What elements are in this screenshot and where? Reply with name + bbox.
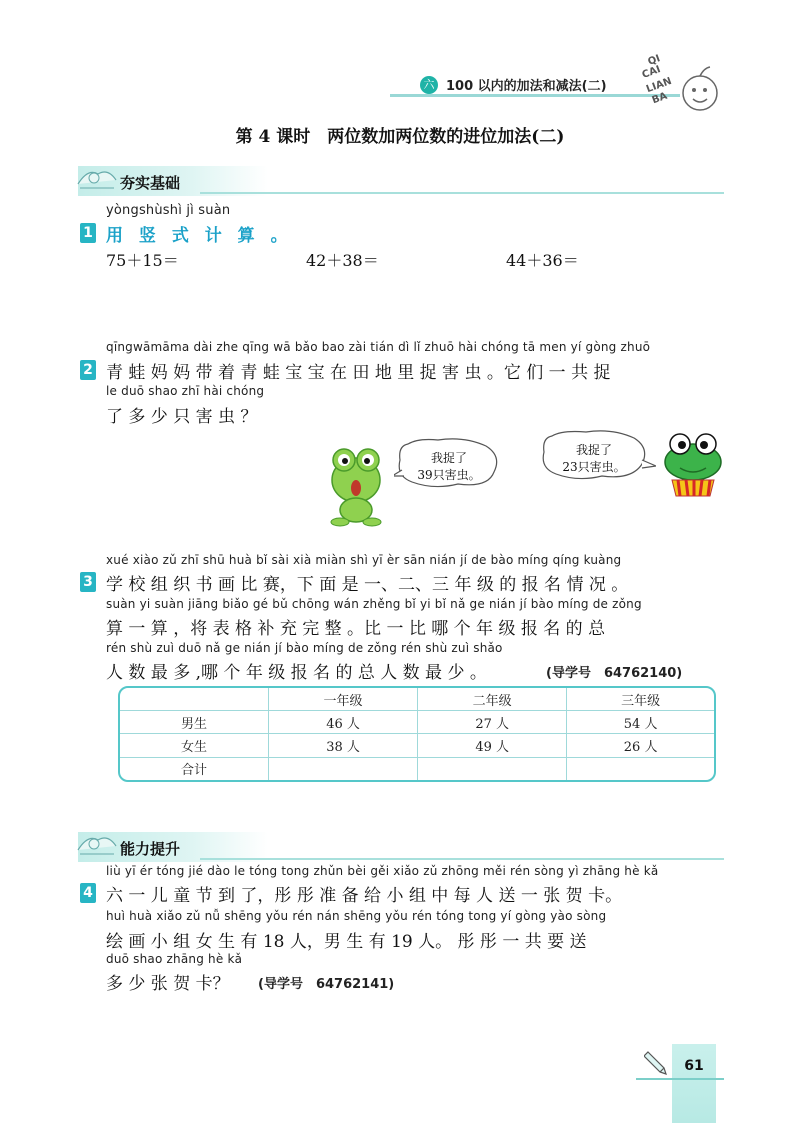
q1-expr-2: 42＋38＝ xyxy=(306,251,379,270)
bubble-right-line-1: 我捉了 xyxy=(575,443,612,457)
table-row-label: 女生 xyxy=(120,734,269,757)
q2-line-1: 青 蛙 妈 妈 带 着 青 蛙 宝 宝 在 田 地 里 捉 害 虫 。它 们 一 共 捉 xyxy=(106,363,611,383)
q3-pinyin-3: rén shù zuì duō nǎ ge nián jí bào míng de zǒng rén shù zuì shǎo xyxy=(106,641,503,655)
table-header-cell: 三年级 xyxy=(567,688,714,711)
bubble-left-line-1: 我捉了 xyxy=(430,451,467,465)
table-header-cell: 二年级 xyxy=(418,688,567,711)
table-cell: 38 人 xyxy=(269,734,418,757)
q2-pinyin-2: le duō shao zhī hài chóng xyxy=(106,384,265,398)
brand-letter-3: LIAN xyxy=(644,75,674,96)
table-row xyxy=(120,734,714,757)
page-number-tab xyxy=(672,1044,716,1123)
brand-letter-2: CAI xyxy=(640,64,663,81)
table-row xyxy=(120,757,714,780)
q3-guide-number: (导学号 64762140) xyxy=(546,666,683,681)
table-header-cell xyxy=(120,688,269,711)
bubble-right-line-2: 23只害虫。 xyxy=(562,460,626,474)
page-number-rule xyxy=(636,1078,724,1080)
mother-frog-icon xyxy=(326,440,386,528)
question-number: 2 xyxy=(80,360,96,380)
question-number: 1 xyxy=(80,223,96,243)
table-cell xyxy=(418,757,567,780)
q4-pinyin-2: huì huà xiǎo zǔ nǚ shēng yǒu rén nán shēng yǒu rén tóng tong yí gòng yào sòng xyxy=(106,909,607,923)
page-number: 61 xyxy=(684,1058,704,1074)
q4-pinyin-1: liù yī ér tóng jié dào le tóng tong zhǔn bèi gěi xiǎo zǔ zhōng měi rén sòng yì zhāng hè kǎ xyxy=(106,864,659,878)
baby-frog-icon xyxy=(658,430,728,500)
q2-line-2: 了 多 少 只 害 虫 ？ xyxy=(106,407,258,427)
bubble-left-line-2: 39只害虫。 xyxy=(417,468,481,482)
registration-table xyxy=(118,686,716,782)
header-rule xyxy=(390,94,680,97)
q4-line-1: 六 一 儿 童 节 到 了，彤 彤 准 备 给 小 组 中 每 人 送 一 张 贺 卡。 xyxy=(106,886,623,906)
table-cell: 26 人 xyxy=(567,734,714,757)
q4-guide-number: (导学号 64762141) xyxy=(258,977,395,992)
q4-line-2: 绘 画 小 组 女 生 有 18 人，男 生 有 19 人。 彤 彤 一 共 要 送 xyxy=(106,932,587,952)
q3-pinyin-2: suàn yi suàn jiāng biǎo gé bǔ chōng wán zhěng bǐ yi bǐ nǎ ge nián jí bào míng de zǒng xyxy=(106,597,642,611)
q3-line-2: 算 一 算 ，将 表 格 补 充 完 整 。比 一 比 哪 个 年 级 报 名 的 总 xyxy=(106,619,606,639)
lesson-title: 第 4 课时 两位数加两位数的进位加法(二) xyxy=(235,127,565,147)
q1-expr-1: 75＋15＝ xyxy=(106,251,179,270)
q2-pinyin-1: qīngwāmāma dài zhe qīng wā bǎo bao zài tián dì lǐ zhuō hài chóng tā men yí gòng zhuō xyxy=(106,340,651,354)
question-number: 4 xyxy=(80,883,96,903)
table-row xyxy=(120,711,714,734)
pencil-icon xyxy=(644,1050,668,1076)
table-header-cell: 一年级 xyxy=(269,688,418,711)
q1-instruction: 用 竖 式 计 算 。 xyxy=(106,226,293,246)
q1-pinyin: yòngshùshì jì suàn xyxy=(106,203,231,218)
table-cell xyxy=(567,757,714,780)
table-cell: 27 人 xyxy=(418,711,567,734)
section-title: 夯实基础 xyxy=(120,174,181,192)
unit-title: 100 以内的加法和减法(二) xyxy=(446,79,607,94)
table-cell: 54 人 xyxy=(567,711,714,734)
apple-logo-icon xyxy=(680,63,770,123)
q1-expr-3: 44＋36＝ xyxy=(506,251,579,270)
section-rule xyxy=(200,858,724,860)
table-row-label: 合计 xyxy=(120,757,269,780)
brand-letter-4: BA xyxy=(650,90,669,107)
book-icon xyxy=(74,830,118,860)
table-cell: 49 人 xyxy=(418,734,567,757)
section-title: 能力提升 xyxy=(120,840,181,858)
table-row-label: 男生 xyxy=(120,711,269,734)
brand-logo xyxy=(640,55,730,115)
section-rule xyxy=(200,192,724,194)
question-number: 3 xyxy=(80,572,96,592)
q3-line-1: 学 校 组 织 书 画 比 赛，下 面 是 一、二、三 年 级 的 报 名 情 况 。 xyxy=(106,575,629,595)
q3-pinyin-1: xué xiào zǔ zhī shū huà bǐ sài xià miàn shì yī èr sān nián jí de bào míng qíng kuàng xyxy=(106,553,622,567)
q4-line-3: 多 少 张 贺 卡？ xyxy=(106,974,230,994)
table-cell xyxy=(269,757,418,780)
unit-badge: 六 xyxy=(420,76,438,94)
q4-pinyin-3: duō shao zhāng hè kǎ xyxy=(106,952,243,966)
table-cell: 46 人 xyxy=(269,711,418,734)
q3-line-3: 人 数 最 多 ,哪 个 年 级 报 名 的 总 人 数 最 少 。 xyxy=(106,663,487,683)
book-icon xyxy=(74,164,118,194)
table-header-row xyxy=(120,688,714,711)
brand-letter-1: QI xyxy=(646,53,662,68)
